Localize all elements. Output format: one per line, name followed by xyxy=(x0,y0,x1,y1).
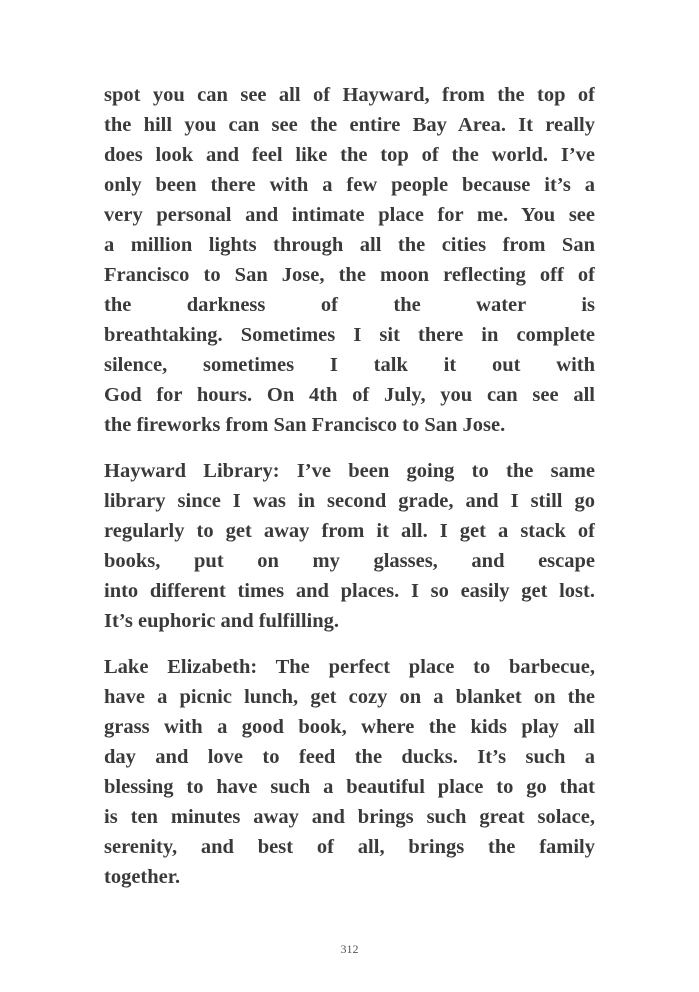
text-line: breathtaking. Sometimes I sit there in complete xyxy=(104,324,595,346)
text-line: serenity, and best of all, brings the family xyxy=(104,836,595,858)
text-line: into different times and places. I so easily get lost. xyxy=(104,580,595,602)
text-line: the fireworks from San Francisco to San Jose. xyxy=(104,414,506,436)
text-line: the hill you can see the entire Bay Area. It really xyxy=(104,114,595,136)
paragraph-hilltop xyxy=(104,80,595,440)
page-body xyxy=(104,80,595,892)
paragraph-lake-elizabeth xyxy=(104,652,595,892)
text-line: does look and feel like the top of the world. I’ve xyxy=(104,144,595,166)
page-number: 312 xyxy=(340,942,359,956)
text-line: the darkness of the water is xyxy=(104,294,595,316)
text-line: is ten minutes away and brings such great solace, xyxy=(104,806,595,828)
text-line: God for hours. On 4th of July, you can see all xyxy=(104,384,595,406)
text-line: very personal and intimate place for me. You see xyxy=(104,204,595,226)
text-line: together. xyxy=(104,866,181,888)
text-line: library since I was in second grade, and I still go xyxy=(104,490,595,512)
text-line: Lake Elizabeth: The perfect place to barbecue, xyxy=(104,656,595,678)
text-line: a million lights through all the cities from San xyxy=(104,234,595,256)
paragraph-hayward-library xyxy=(104,456,595,636)
text-line: spot you can see all of Hayward, from the top of xyxy=(104,84,595,106)
text-line: grass with a good book, where the kids play all xyxy=(104,716,595,738)
text-line: silence, sometimes I talk it out with xyxy=(104,354,595,376)
text-line: It’s euphoric and fulfilling. xyxy=(104,610,340,632)
text-line: Francisco to San Jose, the moon reflecting off of xyxy=(104,264,595,286)
text-line: day and love to feed the ducks. It’s such a xyxy=(104,746,595,768)
text-line: have a picnic lunch, get cozy on a blanket on the xyxy=(104,686,595,708)
text-line: only been there with a few people because it’s a xyxy=(104,174,595,196)
text-line: blessing to have such a beautiful place to go that xyxy=(104,776,595,798)
text-line: books, put on my glasses, and escape xyxy=(104,550,595,572)
paragraph-gap xyxy=(104,440,595,456)
text-line: Hayward Library: I’ve been going to the same xyxy=(104,460,595,482)
paragraph-gap xyxy=(104,636,595,652)
text-line: regularly to get away from it all. I get a stack of xyxy=(104,520,595,542)
